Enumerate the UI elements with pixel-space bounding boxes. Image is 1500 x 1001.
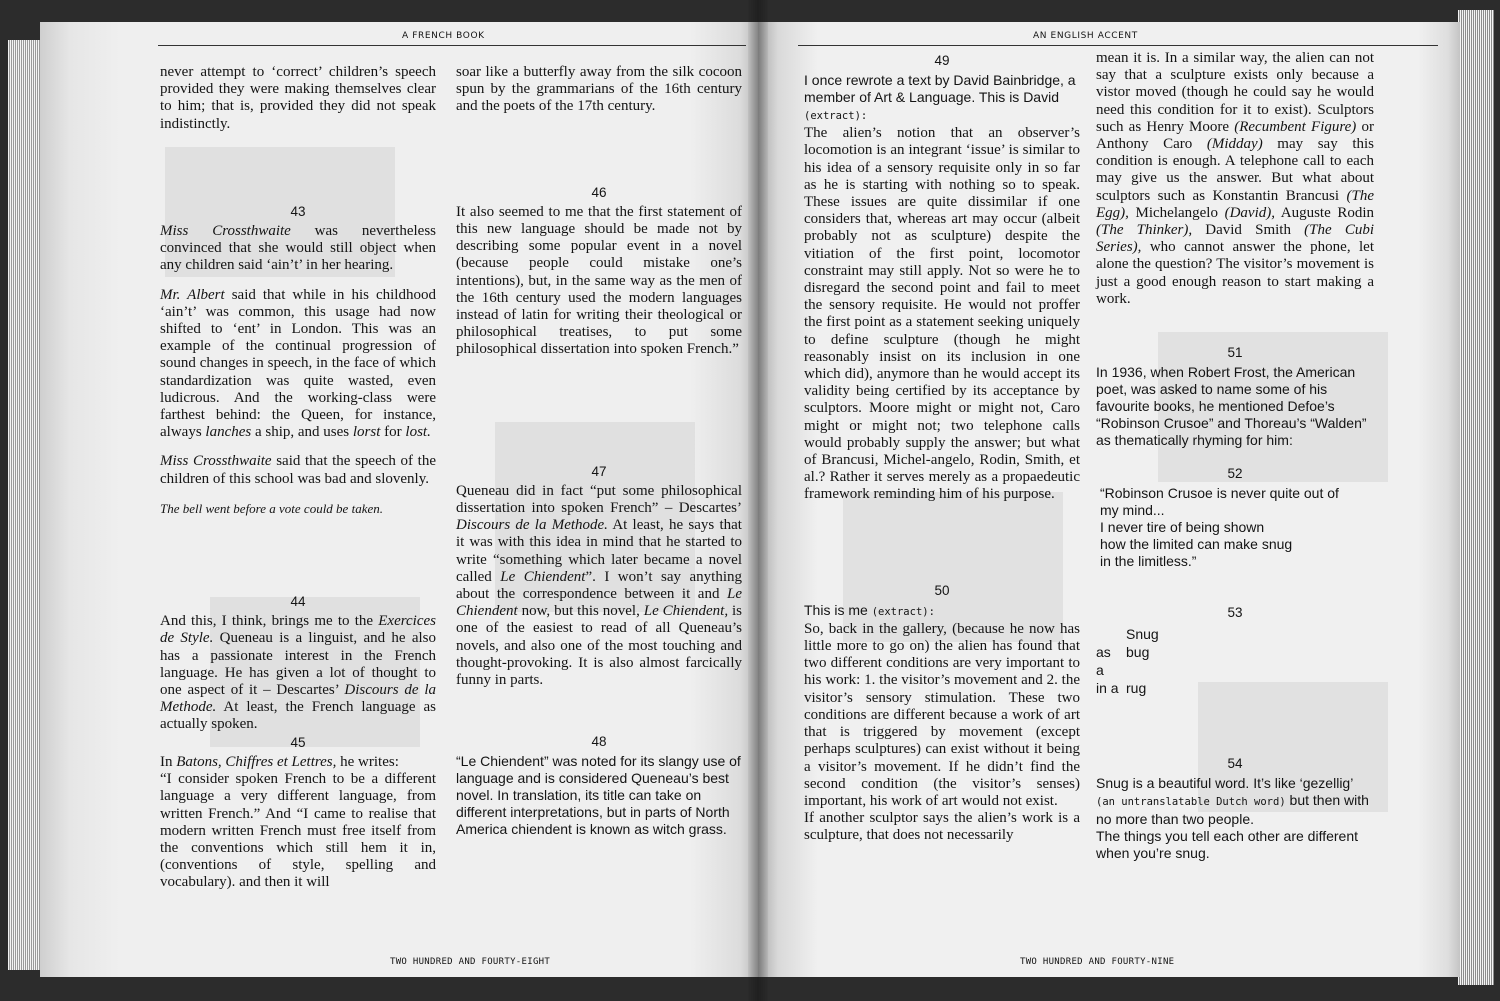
left-page-column-1 bbox=[160, 64, 436, 892]
section-heading: I once rewrote a text by David Bainbridge, a member of Art & Language. This is David (extract): bbox=[804, 72, 1076, 123]
page-edges-right bbox=[1458, 10, 1494, 985]
section-number: 51 bbox=[1227, 345, 1243, 361]
paragraph: So, back in the gallery, (because he now has little more to go on) the alien has found that two different conditions are very important to his work: 1. the visitor’s movement and 2. the visitor’s sensory stimulation. These two conditions are different because a work of art that is triggered by movement (except perhaps sculptures) can exist without it being a visitor’s movement. If he didn’t find the second condition (the visitor’s senses) important, his work of art would not exist. bbox=[804, 620, 1080, 809]
quote: “Robinson Crusoe is never quite out of my mind... I never tire of being shown how the limited can make snug in the limitless.” bbox=[1100, 485, 1339, 570]
paragraph: If another sculptor says the alien’s work is a sculpture, that does not necessarily bbox=[804, 810, 1080, 844]
section-number: 46 bbox=[591, 184, 607, 200]
paragraph: soar like a butterfly away from the silk cocoon spun by the grammarians of the 16th century and the poets of the 17th century. bbox=[456, 64, 742, 115]
section-number: 49 bbox=[934, 53, 950, 68]
section-heading: This is me (extract): bbox=[804, 601, 935, 618]
right-page-column-1 bbox=[804, 52, 1080, 845]
quote: “I consider spoken French to be a different language a very different language, from written French.” And “I came to realise that modern written French must free itself from the conventions which still hem it in, (conventions of style, spelling and vocabulary). and then it will bbox=[160, 771, 436, 891]
paragraph: Miss Crossthwaite said that the speech of the children of this school was bad and slovenly. bbox=[160, 453, 436, 487]
paragraph: It also seemed to me that the first statement of this new language should be made not by describing some popular event in a novel (because people could mistake one’s intentions), but, in the same way as the men of the 16th century used the modern languages instead of latin for writing their theological or philosophical treatises, to put some philosophical dissertation into spoken French.” bbox=[456, 203, 742, 358]
paragraph: Snug is a beautiful word. It’s like ‘gezellig’ (an untranslatable Dutch word) but then with no more than two people. The things you tell each other are different when you’re snug. bbox=[1096, 774, 1369, 861]
poem: Snug as a bug in a rug bbox=[1096, 625, 1159, 696]
paragraph: Queneau did in fact “put some philosophical dissertation into spoken French” – Descartes’ Discours de la Methode. At least, he says that it was with this idea in mind that he started to write “something which later became a novel called Le Chiendent”. I won’t say anything about the correspondence between it and Le Chiendent now, but this novel, Le Chiendent, is one of the easiest to read of all Queneau’s novels, and also one of the most touching and thought-provoking. It is also almost farcically funny in parts. bbox=[456, 482, 742, 689]
paragraph: In 1936, when Robert Frost, the American poet, was asked to name some of his favourite books, he mentioned Defoe’s “Robinson Crusoe” and Thoreau’s “Walden” as thematically rhyming for him: bbox=[1096, 364, 1367, 449]
paragraph: “Le Chiendent” was noted for its slangy use of language and is considered Queneau’s best novel. In translation, its title can take on different interpretations, but in parts of North America chiendent is known as witch grass. bbox=[456, 753, 741, 838]
header-rule bbox=[798, 45, 1438, 46]
section-number: 43 bbox=[290, 203, 306, 219]
paragraph: The alien’s notion that an observer’s locomotion is an integrant ‘issue’ is similar to his idea of a sensory requisite only in so far as he is starting with nothing so to speak. These issues are quite dissimilar if one considers that, whereas art may occur (albeit probably not as sculpture) despite the vitiation of the first point, locomotor constraint may still apply. Not so were he to disregard the second point and fail to meet the sensory requisite. He would not proffer the first point as a statement seeking uniquely to define sculpture (though he might reasonably insist on its inclusion in one which did), anymore than he would accept its validity being certified by its acceptance by sculptors. Moore might or might not, Caro might or might not; two telephone calls would probably supply the answer; but what of Brancusi, Michel-angelo, Rodin, Smith, et al.? Rather it serves merely as a propaedeutic framework reminding him of his purpose. bbox=[804, 125, 1080, 503]
folio: TWO HUNDRED AND FOURTY-NINE bbox=[1020, 957, 1175, 967]
paragraph: mean it is. In a similar way, the alien can not say that a sculpture exists only because a vistor moved (though he could say he would need this condition for it to exist). Sculptors such as Henry Moore (Recumbent Figure) or Anthony Caro (Midday) may say this condition is enough. A telephone call to each may give us the answer. But what about sculptors such as Konstantin Brancusi (The Egg), Michelangelo (David), Auguste Rodin (The Thinker), David Smith (The Cubi Series), who cannot answer the phone, let alone the question? The visitor’s movement is just a good enough reason to start making a work. bbox=[1096, 50, 1374, 307]
section-number: 45 bbox=[290, 734, 306, 750]
paragraph: In Batons, Chiffres et Lettres, he writes: bbox=[160, 753, 399, 770]
paragraph: And this, I think, brings me to the Exercices de Style. Queneau is a linguist, and he also has a passionate interest in the French language. He has given a lot of thought to one aspect of it – Descartes’ Discours de la Methode. At least, the French language as actually spoken. bbox=[160, 613, 436, 733]
section-number: 44 bbox=[290, 594, 306, 610]
paragraph: The bell went before a vote could be taken. bbox=[160, 500, 383, 516]
right-page-column-2 bbox=[1096, 50, 1374, 874]
left-page-column-2 bbox=[456, 64, 742, 850]
section-number: 54 bbox=[1227, 755, 1243, 771]
paragraph: never attempt to ‘correct’ children’s speech provided they were making themselves clear to him; that is, provided they did not speak indistinctly. bbox=[160, 64, 436, 132]
folio: TWO HUNDRED AND FOURTY-EIGHT bbox=[390, 957, 551, 967]
section-number: 53 bbox=[1227, 605, 1243, 621]
paragraph: Miss Crossthwaite was nevertheless convinced that she would still object when any children said ‘ain’t’ in her hearing. bbox=[160, 223, 436, 274]
left-page bbox=[40, 22, 758, 977]
running-head: AN ENGLISH ACCENT bbox=[1033, 31, 1138, 41]
section-number: 52 bbox=[1227, 466, 1243, 482]
page-edges-left bbox=[8, 40, 42, 970]
section-number: 50 bbox=[934, 582, 950, 598]
header-rule bbox=[158, 45, 746, 46]
right-page bbox=[758, 22, 1460, 977]
paragraph: Mr. Albert said that while in his childhood ‘ain’t’ was common, this usage had now shifted to ‘ent’ in London. This was an example of the continual progression of sound changes in speech, in the face of which standardization was quite wasted, even ludicrous. And the working-class were farthest behind: the Queen, for instance, always lanches a ship, and uses lorst for lost. bbox=[160, 286, 436, 441]
running-head: A FRENCH BOOK bbox=[402, 31, 485, 41]
section-number: 47 bbox=[591, 463, 607, 479]
section-number: 48 bbox=[591, 734, 607, 750]
